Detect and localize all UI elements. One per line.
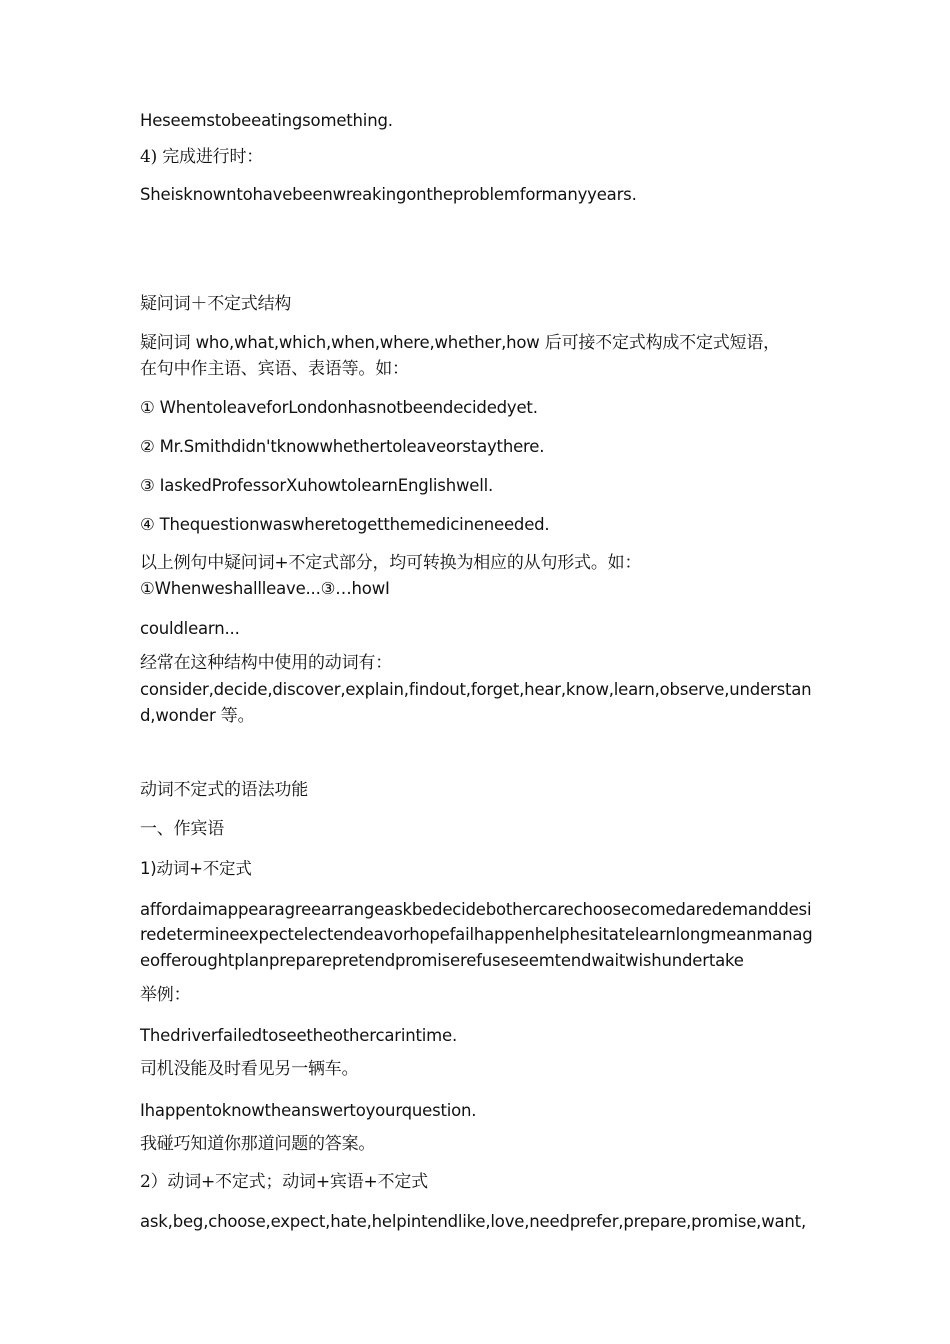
verb-list-line <box>140 704 810 728</box>
example-sentence: Thedriverfailedtoseetheothercarintime. <box>140 1026 458 1045</box>
paragraph-text: who,what,which,when,where,whether,how <box>195 333 540 352</box>
verb-list-text: d,wonder <box>140 706 216 725</box>
section-label: 4) 完成进行时： <box>140 147 264 167</box>
paragraph-line: 在句中作主语、宾语、表语等。如： <box>140 359 409 379</box>
example-item: ③ IaskedProfessorXuhowtolearnEnglishwell. <box>140 476 494 495</box>
verb-list-line: consider,decide,discover,explain,findout,forget,hear,know,learn,observe,understan <box>140 680 812 699</box>
example-item: ② Mr.Smithdidn'tknowwhethertoleaveorstaythere. <box>140 437 545 456</box>
text-line: Heseemstobeeatingsomething. <box>140 111 393 130</box>
paragraph-line: 以上例句中疑问词+不定式部分，均可转换为相应的从句形式。如： <box>140 553 642 573</box>
paragraph-line: couldlearn... <box>140 619 240 638</box>
example-item: ① WhentoleaveforLondonhasnotbeendecidedyet. <box>140 398 538 417</box>
paragraph-text: 疑问词 <box>140 333 196 353</box>
text-line: Sheisknowntohavebeenwreakingontheproblemformanyyears. <box>140 185 637 204</box>
section-heading: 动词不定式的语法功能 <box>140 780 308 800</box>
section-heading: 疑问词＋不定式结构 <box>140 294 292 314</box>
paragraph-line <box>140 331 810 355</box>
example-sentence: Ihappentoknowtheanswertoyourquestion. <box>140 1101 477 1120</box>
verb-list-text: 等。 <box>215 706 255 726</box>
paragraph-line: ①Whenweshallleave...③…howI <box>140 579 390 598</box>
example-translation: 我碰巧知道你那道问题的答案。 <box>140 1134 376 1154</box>
example-label: 举例： <box>140 985 191 1005</box>
example-item: ④ Thequestionwaswheretogetthemedicineneeded. <box>140 515 550 534</box>
paragraph-text: 后可接不定式构成不定式短语， <box>539 333 780 353</box>
verb-list-line: redetermineexpectelectendeavorhopefailhappenhelphesitatelearnlongmeanmanag <box>140 925 813 944</box>
subsection-heading: 1)动词+不定式 <box>140 859 252 878</box>
subsection-heading: 一、作宾语 <box>140 819 224 839</box>
verb-list-line: ask,beg,choose,expect,hate,helpintendlike,love,needprefer,prepare,promise,want, <box>140 1212 807 1231</box>
verb-list-line: eofferoughtplanpreparepretendpromiserefuseseemtendwaitwishundertake <box>140 951 744 970</box>
subsection-heading: 2）动词+不定式；动词+宾语+不定式 <box>140 1172 428 1192</box>
verb-list-line: affordaimappearagreearrangeaskbedecidebothercarechoosecomedaredemanddesi <box>140 900 812 919</box>
example-translation: 司机没能及时看见另一辆车。 <box>140 1059 359 1079</box>
paragraph-line: 经常在这种结构中使用的动词有： <box>140 653 392 673</box>
